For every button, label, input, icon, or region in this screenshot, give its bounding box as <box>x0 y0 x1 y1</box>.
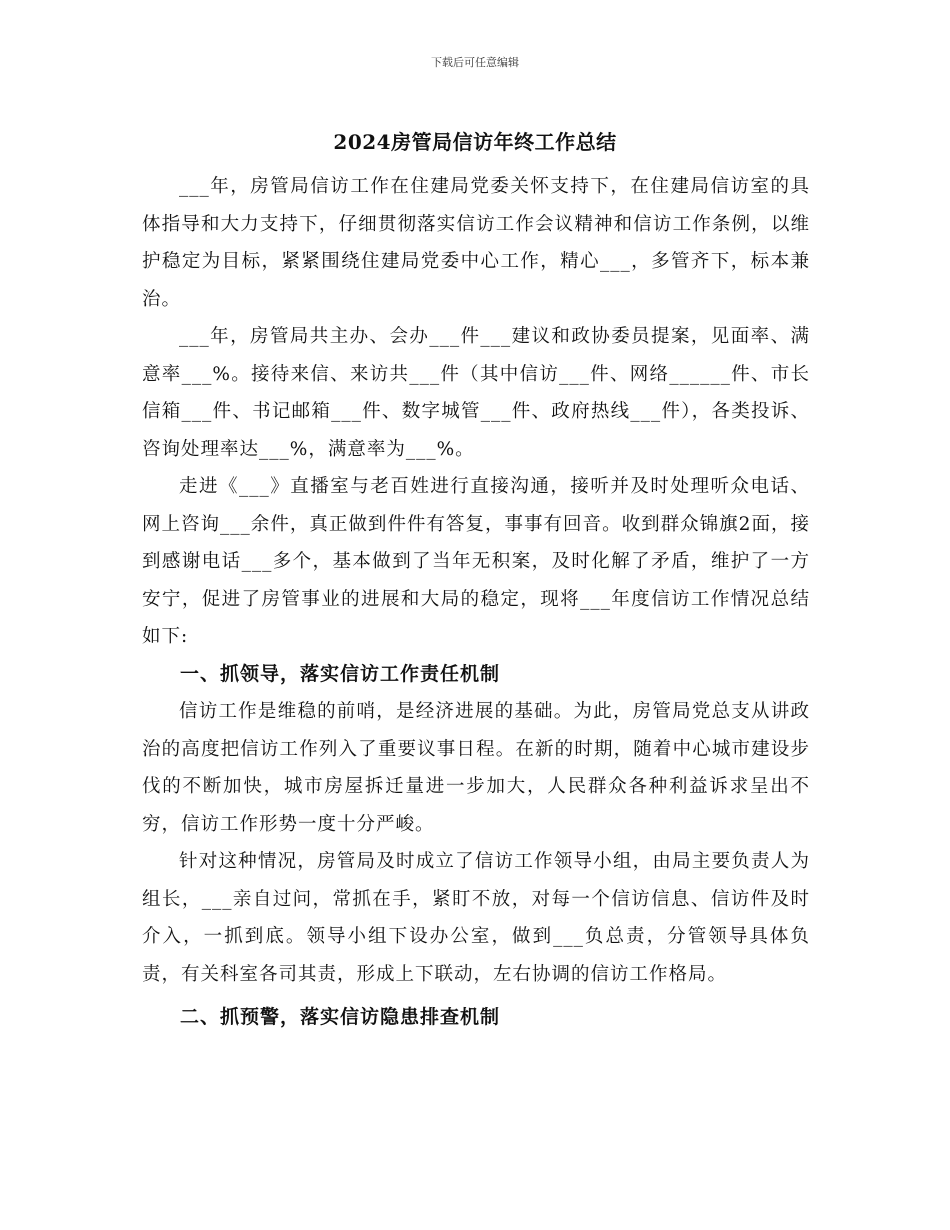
intro-paragraph-2: ___年，房管局共主办、会办___件___建议和政协委员提案，见面率、满意率___%。接待来信、来访共___件（其中信访___件、网络______件、市长信箱___件、书记邮箱___件、数字城管___件、政府热线___件），各类投诉、咨询处理率达___%，满意率为___%。 <box>142 326 810 460</box>
intro-paragraph-3: 走进《___》直播室与老百姓进行直接沟通，接听并及时处理听众电话、网上咨询___余件，真正做到件件有答复，事事有回音。收到群众锦旗2面，接到感谢电话___多个，基本做到了当年无积案，及时化解了矛盾，维护了一方安宁，促进了房管事业的进展和大局的稳定，现将___年度信访工作情况总结如下: <box>142 476 810 647</box>
header-note: 下载后可任意编辑 <box>431 56 519 69</box>
section1-paragraph-2: 针对这种情况，房管局及时成立了信访工作领导小组，由局主要负责人为组长，___亲自过问，常抓在手，紧盯不放，对每一个信访信息、信访件及时介入，一抓到底。领导小组下设办公室，做到___负总责，分管领导具体负责，有关科室各司其责，形成上下联动，左右协调的信访工作格局。 <box>142 851 810 985</box>
document-title: 2024房管局信访年终工作总结 <box>333 130 617 154</box>
section-heading-1: 一、抓领导，落实信访工作责任机制 <box>180 662 501 685</box>
section1-paragraph-1: 信访工作是维稳的前哨，是经济进展的基础。为此，房管局党总支从讲政治的高度把信访工作列入了重要议事日程。在新的时期，随着中心城市建设步伐的不断加快，城市房屋拆迁量进一步加大，人民群众各种利益诉求呈出不穷，信访工作形势一度十分严峻。 <box>142 701 810 835</box>
section-heading-2: 二、抓预警，落实信访隐患排查机制 <box>180 1006 501 1028</box>
document-body <box>142 168 810 1037</box>
intro-paragraph-1: ___年，房管局信访工作在住建局党委关怀支持下，在住建局信访室的具体指导和大力支持下，仔细贯彻落实信访工作会议精神和信访工作条例，以维护稳定为目标，紧紧围绕住建局党委中心工作，精心___，多管齐下，标本兼治。 <box>142 176 810 310</box>
